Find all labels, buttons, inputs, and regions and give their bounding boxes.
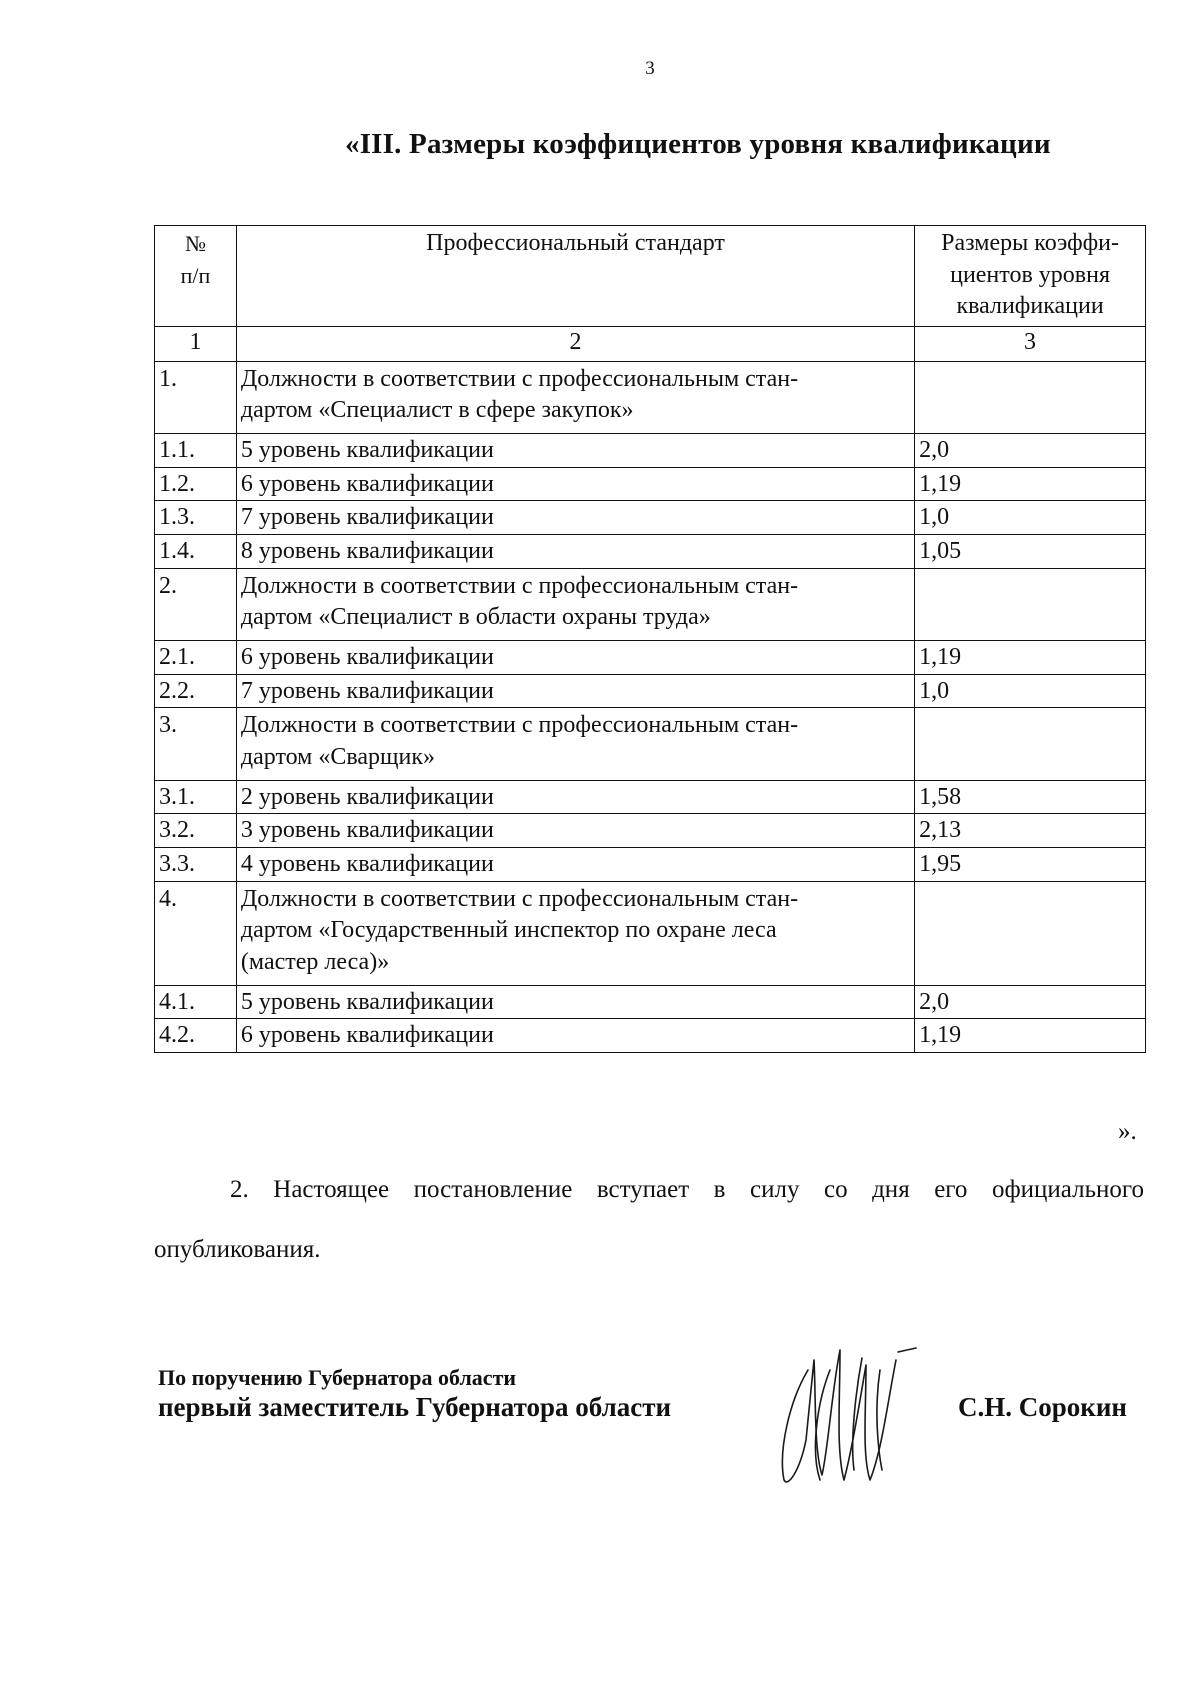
header-coef-line: Размеры коэффи-	[941, 230, 1119, 256]
row-standard-line: дартом «Специалист в сфере закупок»	[240, 397, 634, 424]
row-number: 1.2.	[155, 467, 237, 501]
table-row	[155, 535, 1146, 569]
row-standard-line: 3 уровень квалификации	[240, 817, 494, 844]
table-row	[155, 674, 1146, 708]
row-coefficient: 1,05	[915, 535, 1146, 569]
row-standard-line: дартом «Государственный инспектор по охране леса	[240, 917, 777, 944]
closing-quote: ».	[1118, 1118, 1137, 1145]
row-coefficient: 1,19	[915, 641, 1146, 675]
row-coefficient: 1,95	[915, 848, 1146, 882]
row-standard	[236, 535, 914, 569]
row-standard	[236, 641, 914, 675]
signer-name: С.Н. Сорокин	[958, 1392, 1127, 1422]
header-coef-line: циентов уровня	[950, 261, 1110, 288]
table-row	[155, 780, 1146, 814]
row-number: 3.3.	[155, 848, 237, 882]
table-row	[155, 881, 1146, 985]
table-header-row	[155, 226, 1146, 327]
row-standard	[236, 814, 914, 848]
row-coefficient	[915, 708, 1146, 780]
row-standard-line: Должности в соответствии с профессиональным стан-	[240, 885, 799, 912]
column-number: 1	[155, 327, 237, 362]
header-coef-line: квалификации	[956, 293, 1104, 320]
row-coefficient: 1,0	[915, 501, 1146, 535]
row-coefficient: 1,19	[915, 1019, 1146, 1053]
signer-position: первый заместитель Губернатора области	[158, 1392, 672, 1422]
table-row	[155, 361, 1146, 433]
row-standard	[236, 848, 914, 882]
signature-authority-line: По поручению Губернатора области	[158, 1365, 517, 1390]
table-row	[155, 641, 1146, 675]
row-coefficient	[915, 881, 1146, 985]
page-number: 3	[645, 58, 655, 79]
row-number: 3.	[155, 708, 237, 780]
row-number: 4.	[155, 881, 237, 985]
table-row	[155, 708, 1146, 780]
row-standard-line: (мастер леса)»	[240, 949, 390, 976]
row-standard-line: 6 уровень квалификации	[240, 1022, 494, 1049]
table-row	[155, 568, 1146, 640]
row-standard-line: 7 уровень квалификации	[240, 504, 494, 531]
row-standard-line: Должности в соответствии с профессиональным стан-	[240, 572, 799, 599]
header-standard: Профессиональный стандарт	[236, 226, 914, 327]
row-standard-line: 4 уровень квалификации	[240, 851, 494, 878]
row-standard	[236, 434, 914, 468]
header-num-line: №	[184, 231, 206, 256]
row-coefficient	[915, 361, 1146, 433]
table-row	[155, 848, 1146, 882]
row-standard-line: дартом «Сварщик»	[240, 744, 436, 771]
row-number: 1.3.	[155, 501, 237, 535]
row-coefficient: 2,0	[915, 985, 1146, 1019]
column-numbers-row	[155, 327, 1146, 362]
row-standard-line: 6 уровень квалификации	[240, 644, 494, 671]
row-coefficient: 1,19	[915, 467, 1146, 501]
header-num-line: п/п	[180, 262, 211, 288]
coefficients-table	[154, 225, 1146, 1053]
row-number: 1.1.	[155, 434, 237, 468]
row-standard	[236, 881, 914, 985]
row-coefficient: 2,13	[915, 814, 1146, 848]
row-coefficient: 2,0	[915, 434, 1146, 468]
table-row	[155, 814, 1146, 848]
table-row	[155, 434, 1146, 468]
row-standard-line: дартом «Специалист в области охраны труда»	[240, 604, 711, 631]
row-standard-line: 2 уровень квалификации	[240, 783, 494, 810]
row-standard-line: Должности в соответствии с профессиональным стан-	[240, 712, 799, 739]
table-row	[155, 501, 1146, 535]
row-number: 4.2.	[155, 1019, 237, 1053]
row-coefficient: 1,58	[915, 780, 1146, 814]
row-standard	[236, 985, 914, 1019]
row-number: 2.	[155, 568, 237, 640]
header-coefficient	[915, 226, 1146, 327]
section-title: «III. Размеры коэффициентов уровня квалификации	[345, 128, 1051, 160]
row-number: 2.2.	[155, 674, 237, 708]
column-number: 2	[236, 327, 914, 362]
row-number: 1.4.	[155, 535, 237, 569]
row-standard-line: 5 уровень квалификации	[240, 988, 494, 1015]
row-standard	[236, 568, 914, 640]
header-num	[155, 226, 237, 327]
row-number: 1.	[155, 361, 237, 433]
row-standard	[236, 501, 914, 535]
row-standard	[236, 780, 914, 814]
row-standard	[236, 1019, 914, 1053]
table-row	[155, 985, 1146, 1019]
table-row	[155, 1019, 1146, 1053]
row-standard-line: 8 уровень квалификации	[240, 538, 494, 565]
row-standard	[236, 361, 914, 433]
row-standard	[236, 708, 914, 780]
effective-date-paragraph: 2. Настоящее постановление вступает в силу со дня его официального опубликования.	[154, 1176, 1144, 1263]
row-standard	[236, 467, 914, 501]
row-number: 4.1.	[155, 985, 237, 1019]
row-coefficient	[915, 568, 1146, 640]
row-number: 3.2.	[155, 814, 237, 848]
row-coefficient: 1,0	[915, 674, 1146, 708]
column-number: 3	[915, 327, 1146, 362]
row-standard-line: 6 уровень квалификации	[240, 470, 494, 497]
row-standard-line: Должности в соответствии с профессиональным стан-	[240, 365, 799, 392]
handwritten-signature	[770, 1330, 920, 1490]
table-row	[155, 467, 1146, 501]
table-body	[155, 361, 1146, 1052]
row-number: 3.1.	[155, 780, 237, 814]
row-number: 2.1.	[155, 641, 237, 675]
row-standard-line: 7 уровень квалификации	[240, 677, 494, 704]
row-standard-line: 5 уровень квалификации	[240, 437, 494, 464]
row-standard	[236, 674, 914, 708]
